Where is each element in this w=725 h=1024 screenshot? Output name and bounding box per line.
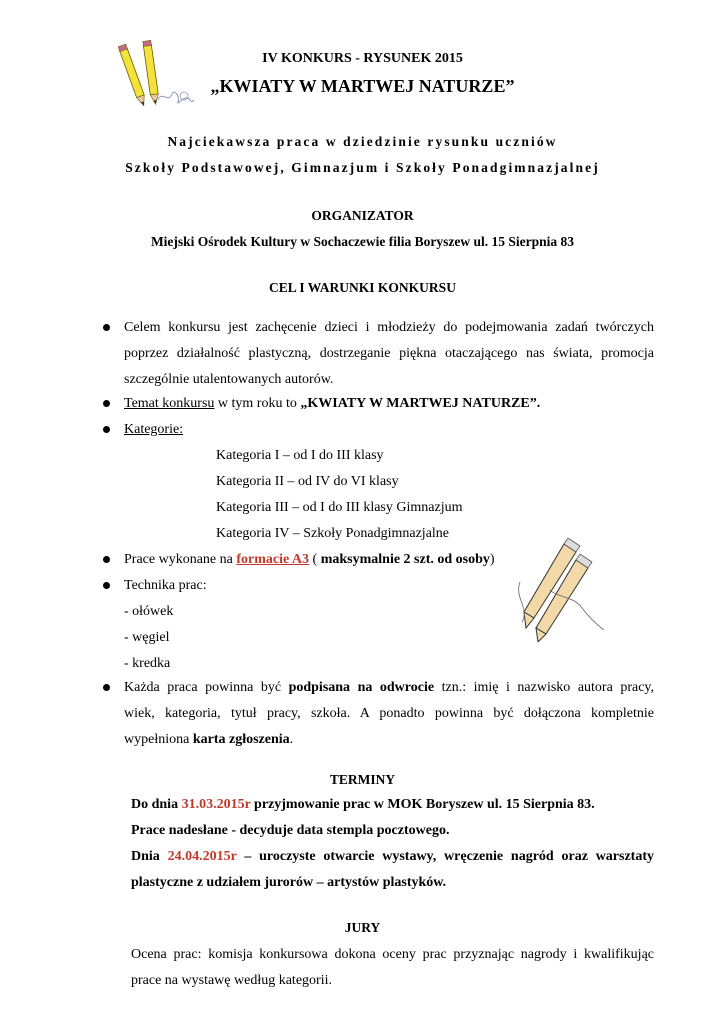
jury-line-1: Ocena prac: komisja konkursowa dokona oceny prac przyznając nagrody i kwalifikując xyxy=(131,947,654,962)
jury-heading: JURY xyxy=(344,920,381,935)
format-line: Prace wykonane na formacie A3 ( maksymalnie 2 szt. od osoby) xyxy=(124,552,495,567)
signature-line-1: Każda praca powinna być podpisana na odwrocie tzn.: imię i nazwisko autora pracy, xyxy=(124,680,655,695)
deadline-date: 31.03.2015r xyxy=(181,797,251,812)
terms-line-4: plastyczne z udziałem jurorów – artystów plastyków. xyxy=(131,875,447,890)
terms-line-3: Dnia 24.04.2015r – uroczyste otwarcie wystawy, wręczenie nagród oraz warsztaty xyxy=(131,849,654,864)
jury-line-2: prace na wystawę według kategorii. xyxy=(131,973,332,988)
pencils-sketch-icon xyxy=(516,538,608,642)
organizer-heading: ORGANIZATOR xyxy=(311,208,414,223)
bullet-marker xyxy=(103,400,110,407)
theme-value: „KWIATY W MARTWEJ NATURZE”. xyxy=(300,396,541,411)
technique-item: - węgiel xyxy=(124,630,170,645)
category-item: Kategoria I – od I do III klasy xyxy=(216,448,384,463)
category-item: Kategoria IV – Szkoły Ponadgimnazjalne xyxy=(216,526,450,541)
intro-line-2: Szkoły Podstawowej, Gimnazjum i Szkoły Ponadgimnazjalnej xyxy=(125,160,600,175)
pencils-clipart-icon xyxy=(118,38,198,110)
max-works: maksymalnie 2 szt. od osoby xyxy=(320,552,490,567)
opening-date: 24.04.2015r xyxy=(167,849,237,864)
format-value: formacie A3 xyxy=(236,552,310,567)
bullet-marker xyxy=(103,556,110,563)
contest-edition-title: IV KONKURS - RYSUNEK 2015 xyxy=(262,51,463,66)
theme-label: Temat konkursu xyxy=(124,396,215,411)
organizer-name: Miejski Ośrodek Kultury w Sochaczewie filia Boryszew ul. 15 Sierpnia 83 xyxy=(150,234,575,249)
terms-line-1: Do dnia 31.03.2015r przyjmowanie prac w MOK Boryszew ul. 15 Sierpnia 83. xyxy=(131,797,595,812)
theme-text: w tym roku to xyxy=(214,396,301,411)
signature-line-2: wiek, kategoria, tytuł pracy, szkoła. A ponadto powinna być dołączona kompletnie xyxy=(124,706,654,721)
terms-heading: TERMINY xyxy=(329,772,396,787)
signature-line-3: wypełniona karta zgłoszenia. xyxy=(124,732,294,747)
goal-text-line-1: Celem konkursu jest zachęcenie dzieci i młodzieży do podejmowania zadań twórczych xyxy=(124,320,654,335)
bullet-marker xyxy=(103,324,110,331)
technique-item: - kredka xyxy=(124,656,171,671)
technique-item: - ołówek xyxy=(124,604,174,619)
bullet-marker xyxy=(103,582,110,589)
category-item: Kategoria III – od I do III klasy Gimnazjum xyxy=(216,500,463,515)
bullet-marker xyxy=(103,684,110,691)
goal-text-line-3: szczególnie utalentowanych autorów. xyxy=(124,372,334,387)
goal-text-line-2: poprzez działalność plastyczną, dostrzeganie piękna otaczającego nas świata, promocja xyxy=(124,346,654,361)
contest-theme-title: „KWIATY W MARTWEJ NATURZE” xyxy=(210,76,515,96)
intro-line-1: Najciekawsza praca w dziedzinie rysunku uczniów xyxy=(167,134,558,149)
bullet-marker xyxy=(103,426,110,433)
categories-label: Kategorie: xyxy=(124,422,184,437)
category-item: Kategoria II – od IV do VI klasy xyxy=(216,474,399,489)
goal-heading: CEL I WARUNKI KONKURSU xyxy=(269,280,456,295)
technique-label: Technika prac: xyxy=(124,578,207,593)
theme-line xyxy=(124,391,540,417)
terms-line-2: Prace nadesłane - decyduje data stempla pocztowego. xyxy=(131,823,450,838)
